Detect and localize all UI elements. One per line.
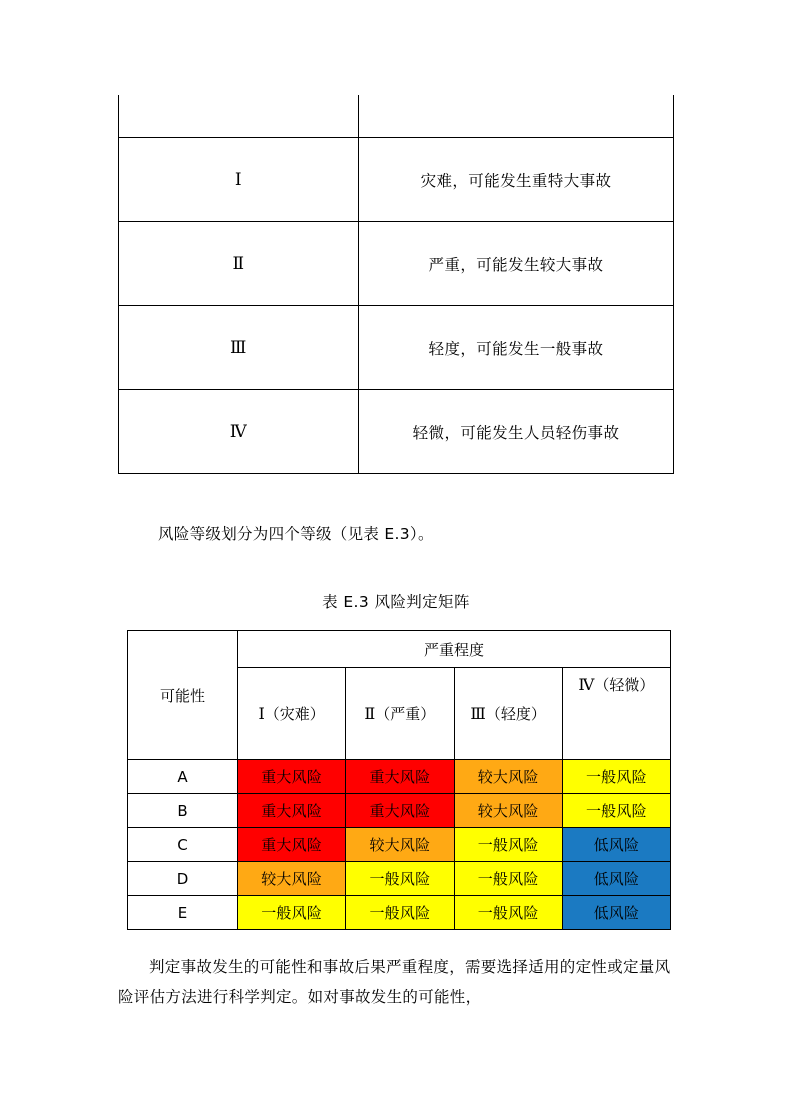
risk-cell-e2: 一般风险 <box>346 896 454 930</box>
table-row <box>128 896 671 930</box>
risk-cell-a4: 一般风险 <box>562 760 670 794</box>
severity-description-cell <box>359 138 674 222</box>
severity-column-level-3: Ⅲ <box>470 706 486 723</box>
severity-description-text: 轻微，可能发生人员轻伤事故 <box>412 423 620 442</box>
intro-paragraph: 风险等级划分为四个等级（见表 E.3）。 <box>158 525 434 543</box>
severity-description-text: 轻度，可能发生一般事故 <box>428 339 604 358</box>
table-row <box>128 760 671 794</box>
severity-description-cell <box>359 222 674 306</box>
matrix-header-row-group <box>128 631 671 668</box>
closing-paragraph: 判定事故发生的可能性和事故后果严重程度，需要选择适用的定性或定量风险评估方法进行科学判定。如对事故发生的可能性， <box>118 958 671 1006</box>
risk-matrix-table <box>127 630 671 930</box>
severity-level-table <box>118 95 674 474</box>
likelihood-row-label-e: E <box>128 896 238 930</box>
severity-column-label-1: （灾难） <box>264 705 325 723</box>
likelihood-row-label-c: C <box>128 828 238 862</box>
severity-group-header-text: 严重程度 <box>423 640 484 659</box>
likelihood-row-label-d: D <box>128 862 238 896</box>
table-row-partial <box>119 95 674 138</box>
severity-description-cell <box>359 306 674 390</box>
table-row <box>119 222 674 306</box>
table-row <box>119 390 674 474</box>
severity-column-header-2 <box>346 668 454 760</box>
severity-column-header-3 <box>454 668 562 760</box>
risk-cell-d1: 较大风险 <box>238 862 346 896</box>
severity-level-text: Ⅲ <box>230 337 247 357</box>
risk-matrix-body <box>128 631 671 930</box>
severity-level-cell <box>119 138 359 222</box>
risk-cell-d3: 一般风险 <box>454 862 562 896</box>
risk-cell-d4: 低风险 <box>562 862 670 896</box>
severity-level-text: Ⅳ <box>229 421 248 441</box>
risk-cell-b1: 重大风险 <box>238 794 346 828</box>
risk-cell-e3: 一般风险 <box>454 896 562 930</box>
severity-column-level-1: Ⅰ <box>258 706 265 723</box>
severity-level-text: Ⅰ <box>234 169 243 189</box>
risk-cell-c4: 低风险 <box>562 828 670 862</box>
severity-level-cell <box>119 95 359 138</box>
severity-description-text: 严重，可能发生较大事故 <box>428 255 604 274</box>
table-row <box>119 306 674 390</box>
severity-column-level-2: Ⅱ <box>364 706 376 723</box>
severity-column-level-4: Ⅳ <box>578 677 595 694</box>
severity-level-cell <box>119 390 359 474</box>
risk-cell-b2: 重大风险 <box>346 794 454 828</box>
risk-cell-a1: 重大风险 <box>238 760 346 794</box>
likelihood-header-text: 可能性 <box>159 686 205 705</box>
severity-column-header-1 <box>238 668 346 760</box>
risk-cell-e1: 一般风险 <box>238 896 346 930</box>
risk-cell-c1: 重大风险 <box>238 828 346 862</box>
matrix-table-caption: 表 E.3 风险判定矩阵 <box>322 593 470 611</box>
likelihood-row-label-b: B <box>128 794 238 828</box>
severity-column-header-4 <box>562 668 670 760</box>
severity-description-cell <box>359 95 674 138</box>
severity-description-cell <box>359 390 674 474</box>
table-row <box>119 138 674 222</box>
risk-cell-a2: 重大风险 <box>346 760 454 794</box>
severity-level-cell <box>119 222 359 306</box>
severity-group-header-cell <box>238 631 671 668</box>
risk-cell-b3: 较大风险 <box>454 794 562 828</box>
risk-cell-e4: 低风险 <box>562 896 670 930</box>
table-row <box>128 862 671 896</box>
severity-column-label-4: （轻微） <box>594 676 655 694</box>
severity-column-label-2: （严重） <box>375 705 436 723</box>
risk-cell-c2: 较大风险 <box>346 828 454 862</box>
table-row <box>128 794 671 828</box>
severity-level-cell <box>119 306 359 390</box>
risk-cell-a3: 较大风险 <box>454 760 562 794</box>
risk-cell-c3: 一般风险 <box>454 828 562 862</box>
severity-table-body <box>119 95 674 474</box>
likelihood-row-label-a: A <box>128 760 238 794</box>
table-row <box>128 828 671 862</box>
severity-column-label-3: （轻度） <box>485 705 546 723</box>
likelihood-header-cell <box>128 631 238 760</box>
risk-cell-d2: 一般风险 <box>346 862 454 896</box>
severity-level-text: Ⅱ <box>232 253 245 273</box>
severity-description-text: 灾难，可能发生重特大事故 <box>420 171 612 190</box>
risk-cell-b4: 一般风险 <box>562 794 670 828</box>
